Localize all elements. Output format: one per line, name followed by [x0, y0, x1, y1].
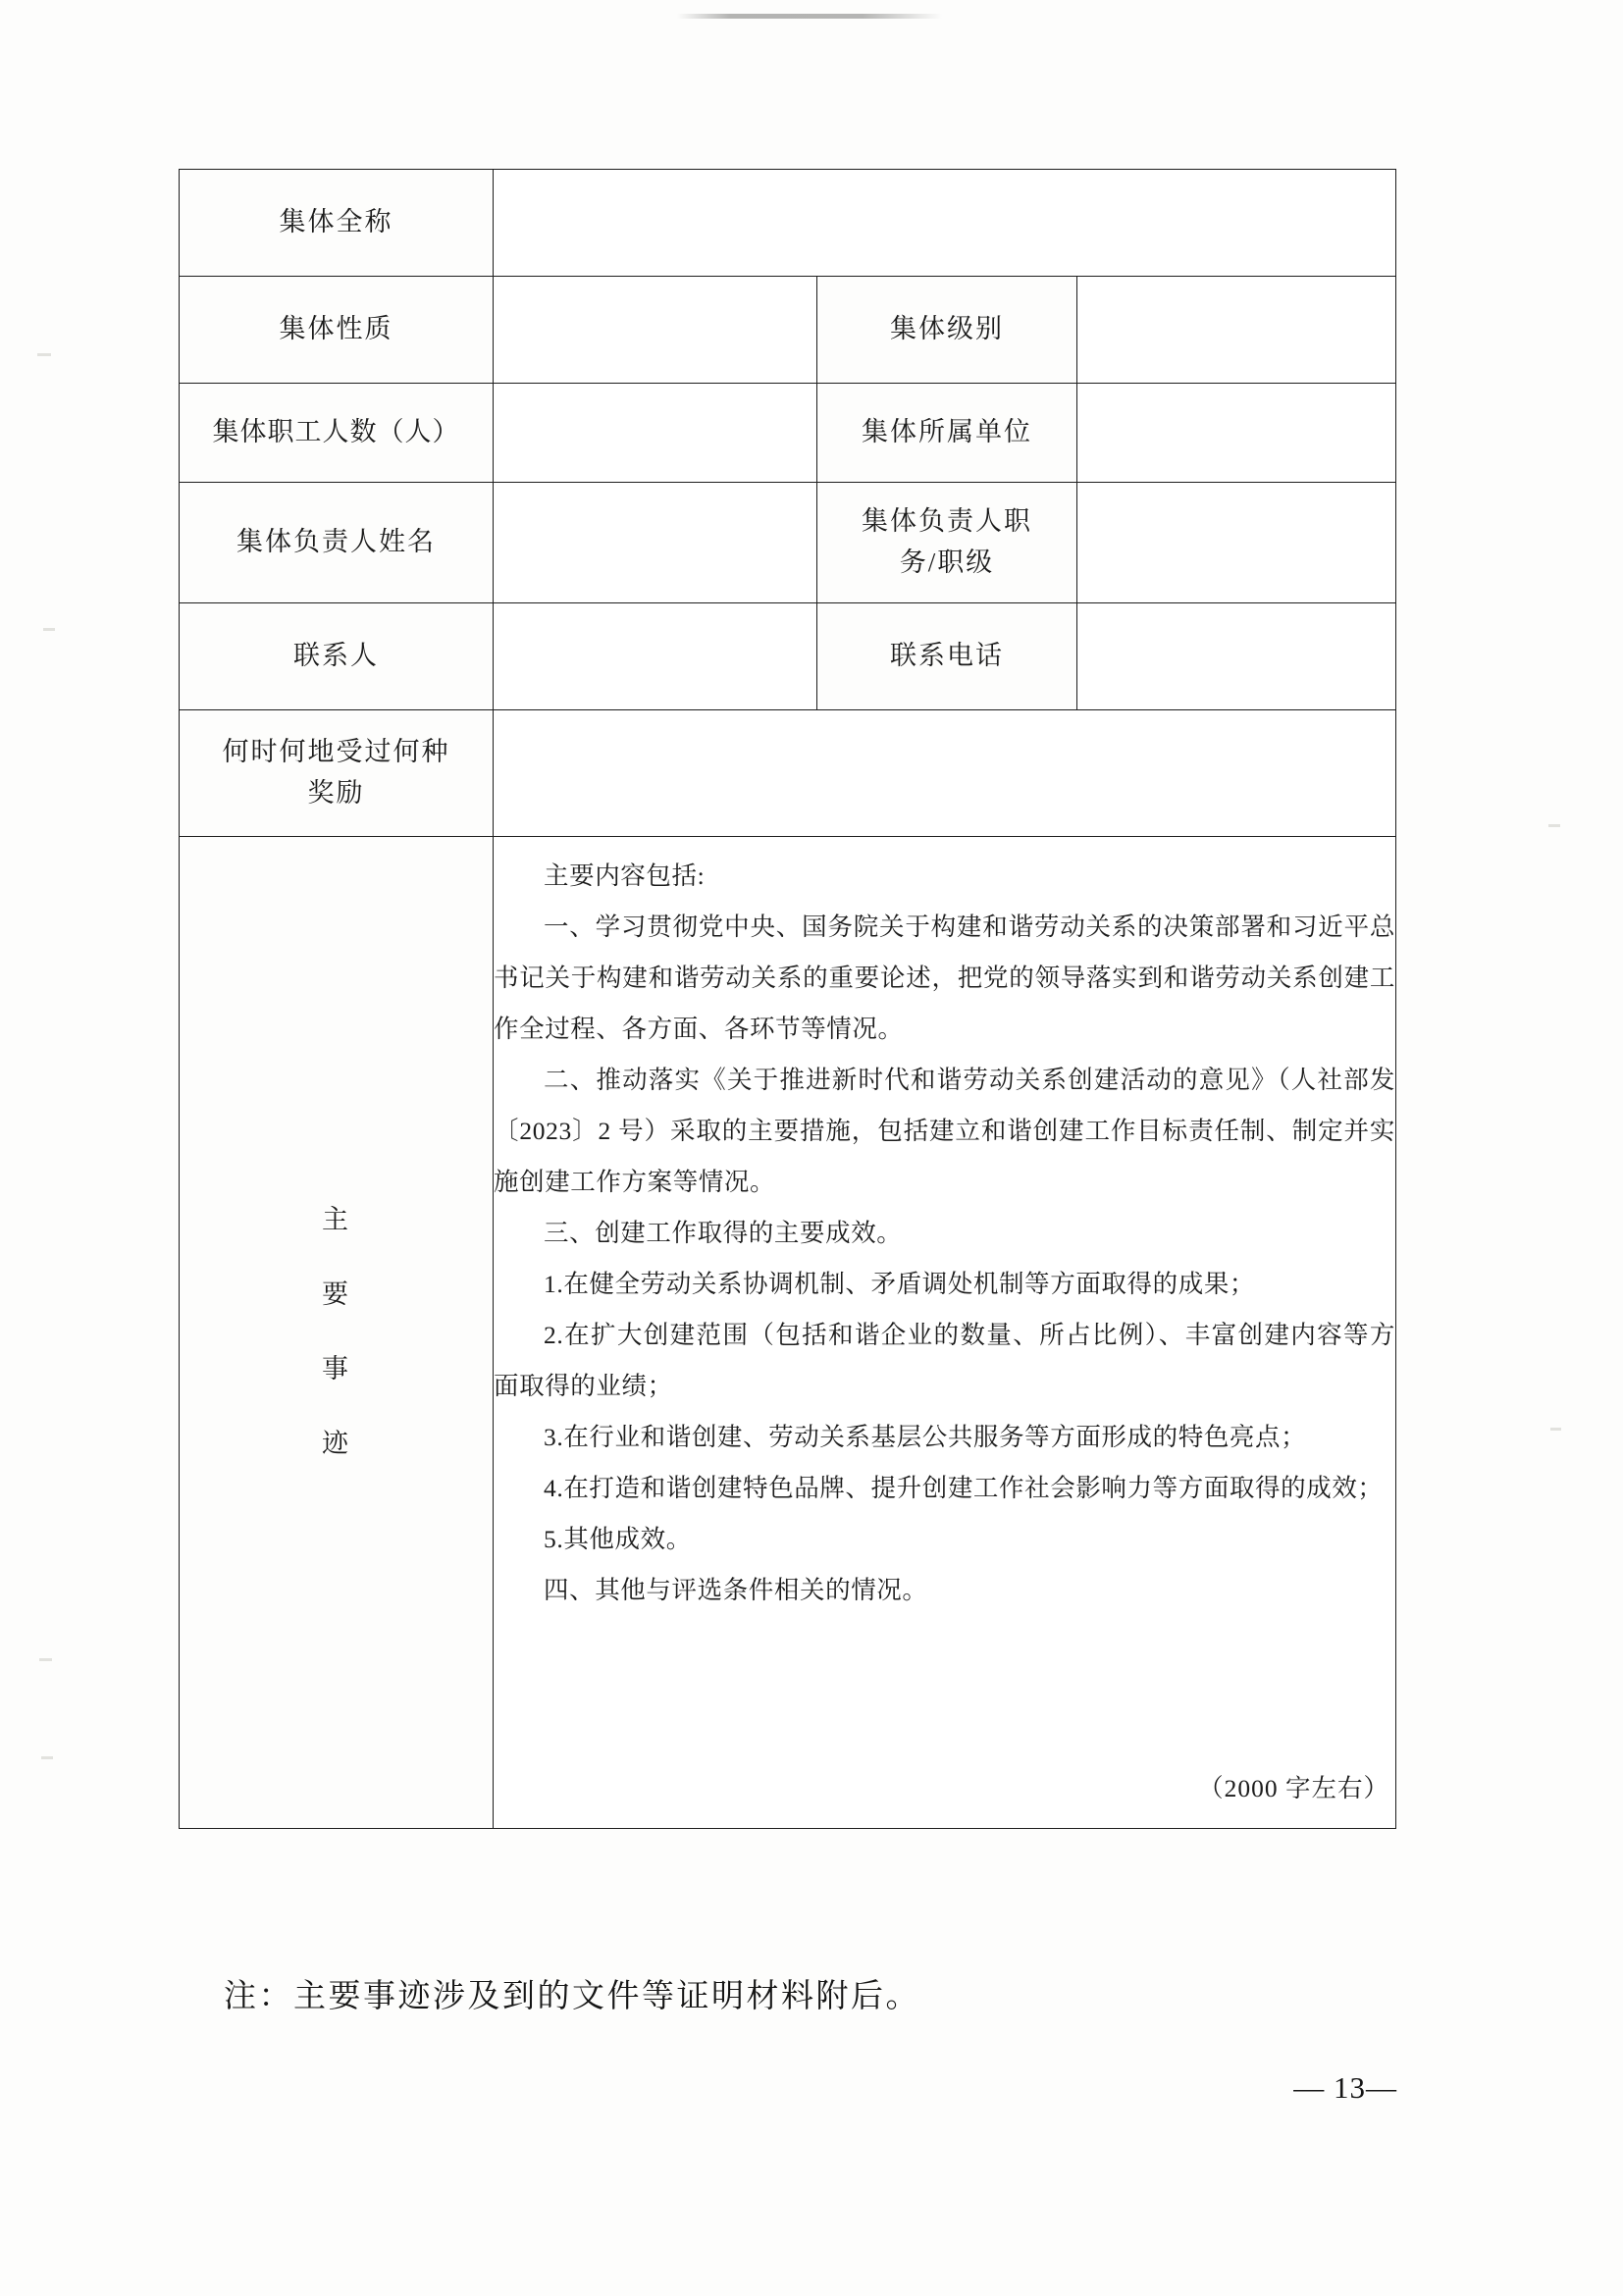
field-main-deeds[interactable]	[494, 837, 1396, 1829]
label-past-awards	[180, 710, 494, 837]
table-row-contact	[180, 603, 1396, 710]
main-deeds-paragraph-1: 一、学习贯彻党中央、国务院关于构建和谐劳动关系的决策部署和习近平总书记关于构建和谐劳动关系的重要论述，把党的领导落实到和谐劳动关系创建工作全过程、各方面、各环节等情况。	[494, 912, 1396, 1043]
main-deeds-char-3: 事	[322, 1354, 350, 1383]
label-employee-count: 集体职工人数（人）	[180, 384, 494, 483]
label-main-deeds	[180, 837, 494, 1829]
main-deeds-word-limit-note: （2000 字左右）	[1198, 1774, 1390, 1803]
field-contact-person[interactable]	[494, 603, 817, 710]
table-row-main-deeds	[180, 837, 1396, 1829]
field-contact-phone[interactable]	[1077, 603, 1396, 710]
main-deeds-paragraph-4: 1.在健全劳动关系协调机制、矛盾调处机制等方面取得的成果；	[544, 1270, 1256, 1298]
table-row-collective-full-name	[180, 170, 1396, 277]
main-deeds-vertical-label	[180, 837, 493, 1828]
page-number: — 13—	[1293, 2070, 1397, 2105]
label-affiliated-unit: 集体所属单位	[817, 384, 1077, 483]
label-contact-phone: 联系电话	[817, 603, 1077, 710]
field-collective-full-name[interactable]	[494, 170, 1396, 277]
main-deeds-paragraph-9: 四、其他与评选条件相关的情况。	[544, 1576, 928, 1605]
main-deeds-char-1: 主	[322, 1205, 350, 1235]
main-deeds-char-4: 迹	[322, 1428, 350, 1458]
label-leader-name: 集体负责人姓名	[180, 483, 494, 603]
label-collective-full-name: 集体全称	[180, 170, 494, 277]
label-collective-nature: 集体性质	[180, 277, 494, 384]
main-deeds-paragraph-6: 3.在行业和谐创建、劳动关系基层公共服务等方面形成的特色亮点；	[544, 1423, 1307, 1452]
collective-application-form	[179, 169, 1396, 1829]
field-employee-count[interactable]	[494, 384, 817, 483]
main-deeds-paragraph-3: 三、创建工作取得的主要成效。	[544, 1218, 903, 1247]
field-collective-level[interactable]	[1077, 277, 1396, 384]
label-leader-position-line2: 务/职级	[899, 548, 995, 577]
main-deeds-heading: 主要内容包括:	[544, 861, 706, 890]
field-past-awards[interactable]	[494, 710, 1396, 837]
table-row-past-awards	[180, 710, 1396, 837]
field-leader-name[interactable]	[494, 483, 817, 603]
field-collective-nature[interactable]	[494, 277, 817, 384]
table-row-employee-count	[180, 384, 1396, 483]
table-row-leader-name	[180, 483, 1396, 603]
field-leader-position[interactable]	[1077, 483, 1396, 603]
label-collective-level: 集体级别	[817, 277, 1077, 384]
main-deeds-char-2: 要	[322, 1279, 350, 1310]
field-affiliated-unit[interactable]	[1077, 384, 1396, 483]
main-deeds-paragraph-5: 2.在扩大创建范围（包括和谐企业的数量、所占比例）、丰富创建内容等方面取得的业绩；	[494, 1321, 1396, 1401]
label-leader-position-line1: 集体负责人职	[862, 506, 1032, 537]
main-deeds-paragraph-8: 5.其他成效。	[544, 1525, 692, 1554]
label-leader-position	[817, 483, 1077, 603]
main-deeds-paragraph-7: 4.在打造和谐创建特色品牌、提升创建工作社会影响力等方面取得的成效；	[544, 1474, 1384, 1503]
label-contact-person: 联系人	[180, 603, 494, 710]
label-past-awards-line1: 何时何地受过何种	[222, 737, 450, 767]
table-row-collective-nature	[180, 277, 1396, 384]
label-past-awards-line2: 奖励	[307, 778, 365, 808]
form-footnote: 注：主要事迹涉及到的文件等证明材料附后。	[224, 1979, 920, 2014]
main-deeds-guidance-text	[494, 851, 1395, 1814]
main-deeds-paragraph-2: 二、推动落实《关于推进新时代和谐劳动关系创建活动的意见》（人社部发〔2023〕2 号）采取的主要措施，包括建立和谐创建工作目标责任制、制定并实施创建工作方案等情况。	[494, 1065, 1396, 1196]
